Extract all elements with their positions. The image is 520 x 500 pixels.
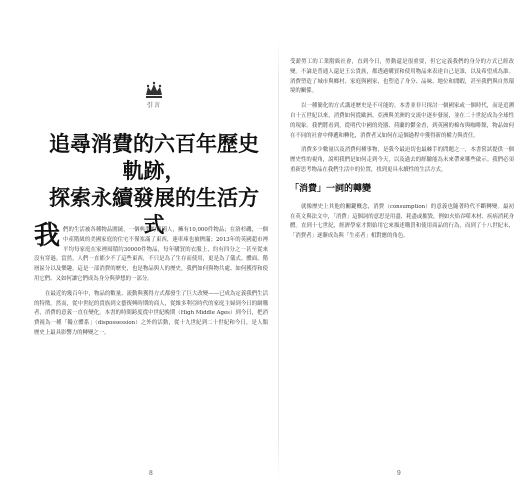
paragraph: 受薪勞工的工業階級社會，直到今日，勞動還是很重要，但它定義我們的身分的方式已經改變。不論是普通人還是王公貴族，都透過購買和使用物品來表達自己是誰，以及希望成為誰。消費塑造了城市與鄉村、家庭與國家，也塑造了身分、品味、地位和閒暇，甚至我們與自然環境的關係。 bbox=[290, 59, 514, 95]
dropcap: 我 bbox=[34, 221, 61, 251]
page-number-right: 9 bbox=[397, 470, 401, 477]
chapter-title-line-2: 探索永續發展的生活方式 bbox=[49, 185, 259, 237]
paragraph: 在最近的幾百年中，物品的數量、流動與獲得方式都發生了巨大改變——已成為定義我們生活的特徵。然而，從中世紀的貴族到文藝復興時期的商人，從維多利亞時代的家庭主婦到今日的網購者，消費的意義一直在變化。本書的時間跨度從中世紀晚期（High Middle Ages）到今日，把消費視為一種「獨立體系」（dispossession）之外的活動，從十九世紀到二十世紀和今日，是人類歷史上最具影響力的轉變之一。 bbox=[34, 290, 268, 336]
paragraph: 就像歷史上其他的關鍵概念，消費（consumption）的意義也隨著時代不斷轉變。最初在英文與法文中，「消費」這個詞的意思是用盡、耗盡或摧毀，例如火焰吞噬木材、疾病消耗身體。直到十七世紀，經濟學家才開始用它來描述購買和使用商品的行為，而到了十八世紀末，「消費者」逐漸成為與「生產者」相對應的角色。 bbox=[290, 203, 514, 240]
crown-ornament-icon bbox=[143, 80, 165, 102]
paragraph bbox=[34, 221, 268, 285]
paragraph: 以一種簡化的方式講述歷史是不可能的。本書並非只探討一個國家或一個時代，而是追溯自十五世紀以來，消費如何從歐洲、亞洲與美洲的交流中逐步發展，並在二十世紀成為全球性的現象。我們將看到，從明代中國的瓷器、荷蘭的鬱金香，到英國的棉布與咖啡館，物品如何在不同的社會中傳遞和轉化，消費者又如何在這個過程中獲得新的權力與責任。 bbox=[290, 103, 514, 139]
chapter-label: 引言 bbox=[146, 102, 161, 109]
section-heading: 「消費」一詞的轉變 bbox=[290, 183, 372, 194]
page-gutter bbox=[278, 40, 279, 480]
right-body-text bbox=[290, 58, 514, 247]
page-number-left: 8 bbox=[149, 470, 153, 477]
paragraph: 消費多少數量以及消費何種事物，是我今最迫切也最棘手的問題之一，本書嘗試提供一個歷史性的視角，說明我們是如何走到今天，以及過去的經驗能為未來帶來哪些啟示。我們必須重新思考物品在我們生活中的位置，找到更具永續性的生活方式。 bbox=[290, 147, 514, 173]
left-page bbox=[34, 58, 270, 470]
left-body-text bbox=[34, 221, 268, 344]
paragraph-text: 們的生活被各種物品圍繞，一個典型的德國人，擁有10,000件物品；在洛杉磯，一個中產階級的美國家庭的住宅不僅塞滿了東西，連車庫也被擠滿；2013年的英國超市裡平均每家庭在家裡囤積約30000件物品，每年購買的衣服上，約有四分之一甚至從來沒有穿過。當然，人們一直都少不了這些東西，不只是為了生存而使用，更是為了儀式、體面、階層區分以及樂趣。這是一部消費的歷史，也是物品與人的歷史，我們如何與物共處、如何獲得和使用它們、又如何讓它們成為身分與夢想的一部分。 bbox=[34, 227, 268, 282]
right-page bbox=[290, 58, 518, 470]
chapter-title-line-1: 追尋消費的六百年歷史軌跡， bbox=[49, 131, 259, 183]
chapter-title bbox=[42, 130, 266, 238]
